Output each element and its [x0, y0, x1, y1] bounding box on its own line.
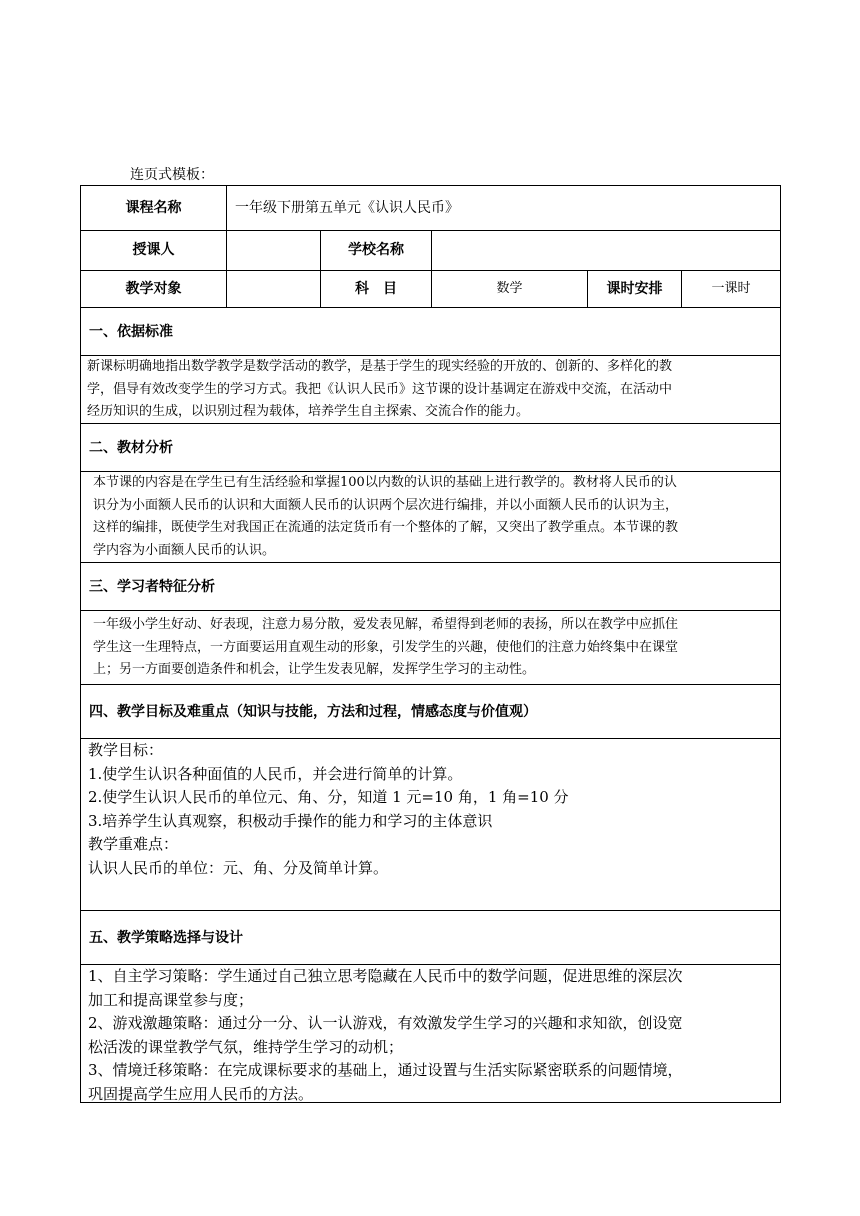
schedule-label: 课时安排	[606, 280, 663, 297]
body-line: 3、情境迁移策略：在完成课标要求的基础上，通过设置与生活实际紧密联系的问题情境，	[88, 1061, 683, 1079]
body-line: 学内容为小面额人民币的认识。	[93, 542, 276, 558]
body-line: 一年级小学生好动、好表现，注意力易分散，爱发表见解，希望得到老师的表扬，所以在教学中应抓住	[93, 617, 679, 632]
body-line: 教学重难点：	[88, 835, 179, 853]
body-line: 新课标明确地指出数学教学是数学活动的教学，是基于学生的现实经验的开放的、创新的、多样化的教	[87, 359, 673, 374]
section-body-standards	[87, 356, 774, 424]
body-line: 这样的编排，既使学生对我国正在流通的法定货币有一个整体的了解，又突出了教学重点。本节课的教	[93, 520, 679, 535]
section-title-objectives: 四、教学目标及难重点（知识与技能，方法和过程，情感态度与价值观）	[89, 703, 537, 720]
body-line: 学生这一生理特点，一方面要运用直观生动的形象，引发学生的兴趣，使他们的注意力始终集中在课堂	[93, 639, 679, 655]
body-line: 本节课的内容是在学生已有生活经验和掌握100以内数的认识的基础上进行教学的。教材将人民币的认	[93, 475, 677, 490]
body-line: 认识人民币的单位：元、角、分及简单计算。	[88, 858, 389, 877]
body-line: 3.培养学生认真观察，积极动手操作的能力和学习的主体意识	[88, 811, 493, 830]
section-body-learners	[93, 614, 774, 682]
subject-label: 科 目	[355, 280, 397, 297]
body-line: 松活泼的课堂教学气氛，维持学生学习的动机；	[88, 1037, 404, 1056]
section-title-material: 二、教材分析	[89, 439, 173, 456]
section-title-standards: 一、依据标准	[89, 323, 173, 340]
course-name-value: 一年级下册第五单元《认识人民币》	[235, 200, 459, 216]
section-body-objectives	[88, 739, 773, 880]
school-name-label: 学校名称	[348, 242, 404, 258]
audience-value	[227, 270, 327, 307]
body-line: 上；另一方面要创造条件和机会，让学生发表见解，发挥学生学习的主动性。	[93, 662, 536, 677]
body-line: 巩固提高学生应用人民币的方法。	[88, 1084, 314, 1103]
section-title-learners: 三、学习者特征分析	[89, 578, 215, 595]
body-line: 识分为小面额人民币的认识和大面额人民币的认识两个层次进行编排，并以小面额人民币的认识为主，	[93, 497, 679, 513]
body-line: 2.使学生认识人民币的单位元、角、分，知道 1 元=10 角，1 角=10 分	[88, 788, 569, 806]
row-divider	[81, 610, 780, 611]
body-line: 1.使学生认识各种面值的人民币，并会进行简单的计算。	[88, 764, 463, 783]
body-line: 2、游戏激趣策略：通过分一分、认一认游戏，有效激发学生学习的兴趣和求知欲，创设宽	[88, 1014, 683, 1032]
course-name-label: 课程名称	[125, 200, 182, 216]
section-body-strategies	[88, 965, 773, 1106]
template-caption: 连页式模板：	[130, 167, 214, 183]
teacher-label: 授课人	[132, 242, 175, 258]
body-line: 经历知识的生成，以识别过程为载体，培养学生自主探索、交流合作的能力。	[87, 404, 530, 419]
teacher-value	[227, 230, 327, 270]
body-line: 学，倡导有效改变学生的学习方式。我把《认识人民币》这节课的设计基调定在游戏中交流，在活动中	[87, 381, 673, 397]
lesson-plan-table	[80, 185, 781, 1103]
body-line: 1、自主学习策略：学生通过自己独立思考隐藏在人民币中的数学问题，促进思维的深层次	[88, 967, 683, 985]
subject-value: 数学	[496, 280, 523, 296]
section-body-material	[93, 472, 774, 562]
body-line: 教学目标：	[88, 741, 164, 759]
body-line: 加工和提高课堂参与度；	[88, 990, 254, 1009]
school-name-value	[432, 230, 780, 270]
audience-label: 教学对象	[125, 280, 182, 297]
section-title-strategies: 五、教学策略选择与设计	[89, 929, 243, 946]
schedule-value: 一课时	[711, 280, 751, 296]
